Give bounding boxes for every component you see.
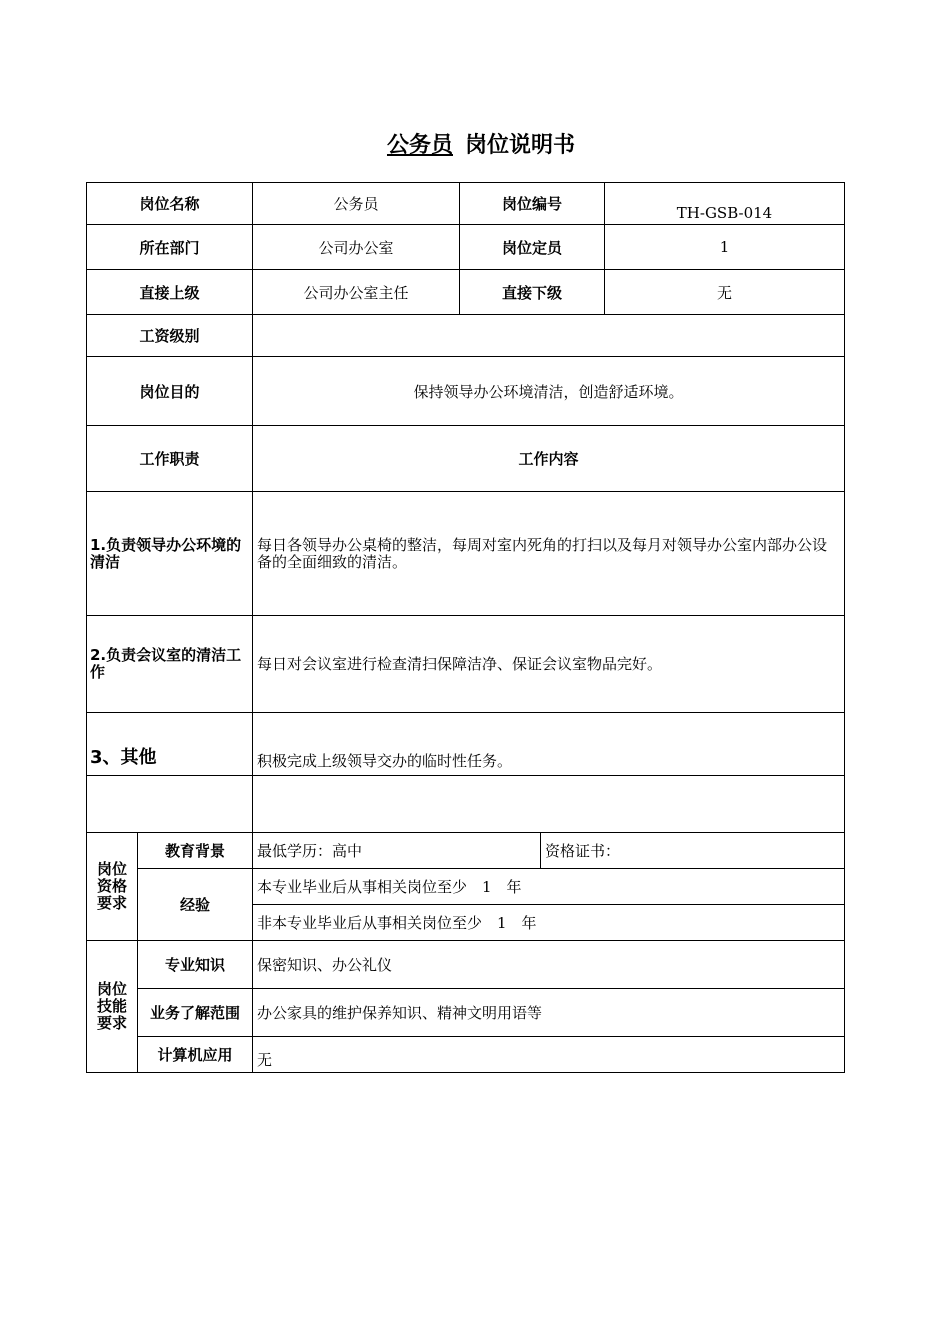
superior-value: 公司办公室主任 <box>253 270 460 315</box>
salary-level-value <box>253 315 845 357</box>
department-value: 公司办公室 <box>253 225 460 270</box>
experience-label: 经验 <box>138 869 253 941</box>
knowledge-label: 专业知识 <box>138 941 253 989</box>
headcount-value: 1 <box>605 225 845 270</box>
row-knowledge <box>87 941 845 989</box>
certificate-label: 资格证书： <box>541 833 845 869</box>
title-position: 公务员 <box>386 133 453 158</box>
computer-value: 无 <box>253 1037 845 1073</box>
duty-title: 1.负责领导办公环境的清洁 <box>87 492 253 616</box>
row-department <box>87 225 845 270</box>
knowledge-value: 保密知识、办公礼仪 <box>253 941 845 989</box>
row-education <box>87 833 845 869</box>
education-label: 教育背景 <box>138 833 253 869</box>
headcount-label: 岗位定员 <box>460 225 605 270</box>
duty-row <box>87 713 845 776</box>
blank-cell <box>87 776 253 833</box>
purpose-value: 保持领导办公环境清洁，创造舒适环境。 <box>253 357 845 426</box>
position-code-label: 岗位编号 <box>460 183 605 225</box>
row-business <box>87 989 845 1037</box>
duty-title: 3、其他 <box>87 713 253 776</box>
duty-content: 积极完成上级领导交办的临时性任务。 <box>253 713 845 776</box>
title-suffix: 岗位说明书 <box>465 133 576 158</box>
computer-label: 计算机应用 <box>138 1037 253 1073</box>
duty-content: 每日各领导办公桌椅的整洁，每周对室内死角的打扫以及每月对领导办公室内部办公设备的全面细致的清洁。 <box>253 492 845 616</box>
document-title <box>0 128 950 159</box>
experience-value: 非本专业毕业后从事相关岗位至少 1 年 <box>253 905 845 941</box>
position-name-label: 岗位名称 <box>87 183 253 225</box>
qualification-group-label: 岗位资格要求 <box>87 833 138 941</box>
position-name-value: 公务员 <box>253 183 460 225</box>
subordinate-value: 无 <box>605 270 845 315</box>
experience-value: 本专业毕业后从事相关岗位至少 1 年 <box>253 869 845 905</box>
position-code-value: TH-GSB-014 <box>605 183 845 225</box>
subordinate-label: 直接下级 <box>460 270 605 315</box>
row-experience-1 <box>87 869 845 905</box>
row-duties-header <box>87 426 845 492</box>
salary-level-label: 工资级别 <box>87 315 253 357</box>
skills-group-label: 岗位技能要求 <box>87 941 138 1073</box>
duty-title: 2.负责会议室的清洁工作 <box>87 616 253 713</box>
business-scope-value: 办公家具的维护保养知识、精神文明用语等 <box>253 989 845 1037</box>
business-scope-label: 业务了解范围 <box>138 989 253 1037</box>
row-salary <box>87 315 845 357</box>
row-computer <box>87 1037 845 1073</box>
duty-row <box>87 616 845 713</box>
blank-row <box>87 776 845 833</box>
purpose-label: 岗位目的 <box>87 357 253 426</box>
department-label: 所在部门 <box>87 225 253 270</box>
superior-label: 直接上级 <box>87 270 253 315</box>
work-content-label: 工作内容 <box>253 426 845 492</box>
education-value: 最低学历：高中 <box>253 833 541 869</box>
duty-content: 每日对会议室进行检查清扫保障洁净、保证会议室物品完好。 <box>253 616 845 713</box>
duty-row <box>87 492 845 616</box>
row-position-name <box>87 183 845 225</box>
duties-label: 工作职责 <box>87 426 253 492</box>
row-superior <box>87 270 845 315</box>
blank-cell <box>253 776 845 833</box>
row-purpose <box>87 357 845 426</box>
job-description-table <box>86 182 845 1073</box>
